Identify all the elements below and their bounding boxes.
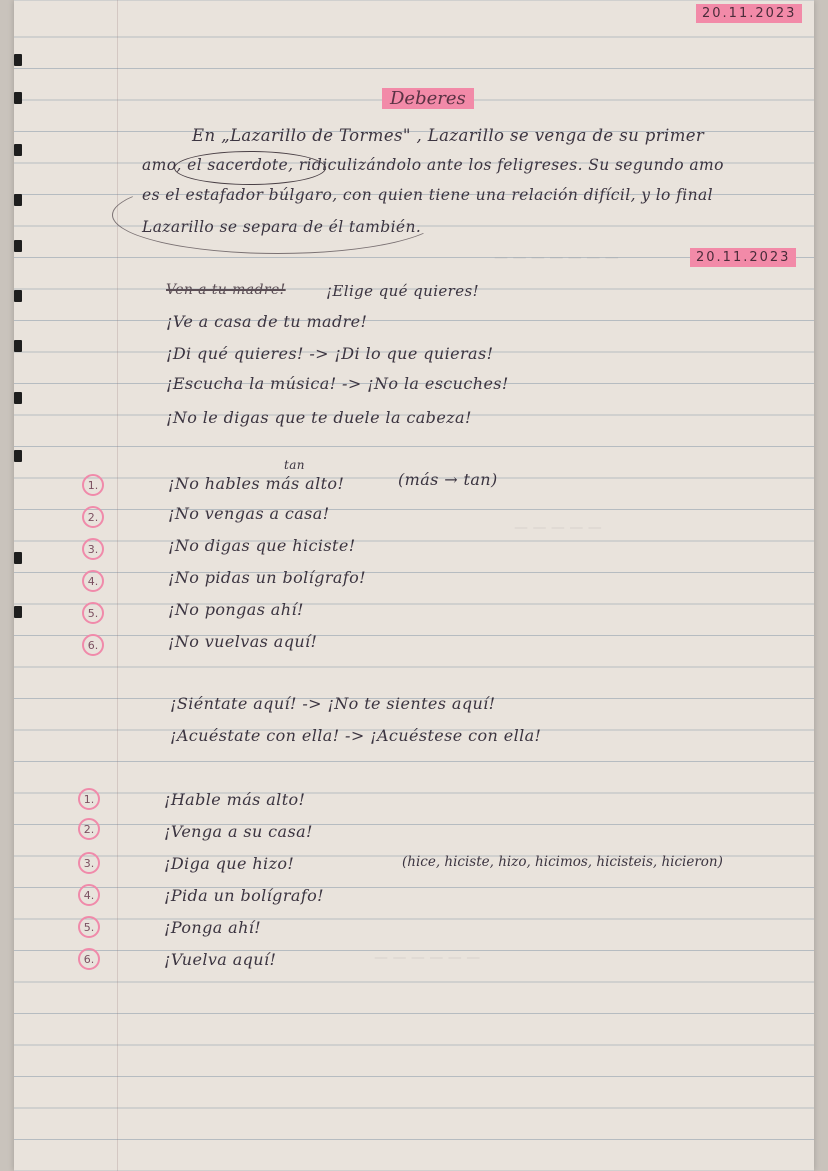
paragraph-line-3: es el estafador búlgaro, con quien tiene una relación difícil, y lo final: [142, 186, 713, 204]
margin-line: [117, 0, 118, 1171]
s2-correction: tan: [284, 458, 305, 472]
s2-item-1: ¡No hables más alto!: [168, 474, 345, 493]
s1-line-3: ¡Di qué quieres! -> ¡Di lo que quieras!: [166, 344, 494, 363]
s4-item-1: ¡Hable más alto!: [164, 790, 306, 809]
struck-phrase: Ven a tu madre!: [166, 282, 286, 298]
spiral-binding: [14, 40, 26, 1140]
item-number-5: 5.: [82, 602, 104, 624]
s2-item-5: ¡No pongas ahí!: [168, 600, 304, 619]
s3-line-1: ¡Siéntate aquí! -> ¡No te sientes aquí!: [170, 694, 496, 713]
page-title: Deberes: [382, 88, 474, 109]
date-highlight-mid: 20.11.2023: [690, 248, 796, 267]
s1-line-4: ¡Escucha la música! -> ¡No la escuches!: [166, 374, 509, 393]
s4-item-6: ¡Vuelva aquí!: [164, 950, 277, 969]
item-number-b5: 5.: [78, 916, 100, 938]
s1-line-2: ¡Ve a casa de tu madre!: [166, 312, 368, 331]
s2-item-3: ¡No digas que hiciste!: [168, 536, 356, 555]
s2-item-6: ¡No vuelvas aquí!: [168, 632, 318, 651]
s4-item-2: ¡Venga a su casa!: [164, 822, 313, 841]
item-number-2: 2.: [82, 506, 104, 528]
s4-item-3: ¡Diga que hizo!: [164, 854, 295, 873]
item-number-3: 3.: [82, 538, 104, 560]
s3-line-2: ¡Acuéstate con ella! -> ¡Acuéstese con ella!: [170, 726, 542, 745]
item-number-b6: 6.: [78, 948, 100, 970]
s2-item-2: ¡No vengas a casa!: [168, 504, 330, 523]
s1-line-5: ¡No le digas que te duele la cabeza!: [166, 408, 472, 427]
item-number-b1: 1.: [78, 788, 100, 810]
item-number-4: 4.: [82, 570, 104, 592]
item-number-b2: 2.: [78, 818, 100, 840]
paragraph-line-1: En „Lazarillo de Tormes" , Lazarillo se venga de su primer: [192, 126, 705, 145]
s4-note: (hice, hiciste, hizo, hicimos, hicisteis, hicieron): [402, 854, 723, 870]
paragraph-line-4: Lazarillo se separa de él también.: [142, 218, 422, 236]
s4-item-4: ¡Pida un bolígrafo!: [164, 886, 324, 905]
s4-item-5: ¡Ponga ahí!: [164, 918, 262, 937]
s2-item-4: ¡No pidas un bolígrafo!: [168, 568, 367, 587]
s2-note: (más → tan): [398, 470, 498, 489]
item-number-6: 6.: [82, 634, 104, 656]
item-number-b3: 3.: [78, 852, 100, 874]
notebook-page: — — — — — — — — — — — — — — — — — — 20.11.2023 Deberes En „Lazarillo de Tormes" , Lazarillo se venga de su primer amo, el sacerdote, ridiculizándolo ante los feligreses. Su segundo amo es el estafador búlgaro, con quien tiene una relación difícil, y lo final Lazarillo se separa de él también. 20.11.2023 Ven a tu madre! ¡Elige qué quieres! ¡Ve a casa de tu madre! ¡Di qué quieres! -> ¡Di lo que quieras! ¡Escucha la música! -> ¡No la escuches! ¡No le digas que te duele la cabeza! 1. ¡No hables más alto! tan (más → tan) 2. ¡No vengas a casa! 3. ¡No digas que hiciste! 4. ¡No pidas un bolígrafo! 5. ¡No pongas ahí! 6. ¡No vuelvas aquí! ¡Siéntate aquí! -> ¡No te sientes aquí! ¡Acuéstate con ella! -> ¡Acuéstese con ella! 1. ¡Hable más alto! 2. ¡Venga a su casa! 3. ¡Diga que hizo! (hice, hiciste, hizo, hicimos, hicisteis, hicieron) 4. ¡Pida un bolígrafo! 5. ¡Ponga ahí! 6. ¡Vuelva aquí!: [14, 0, 814, 1171]
s1-line-1: ¡Elige qué quieres!: [326, 282, 480, 300]
item-number-1: 1.: [82, 474, 104, 496]
paragraph-line-2: amo, el sacerdote, ridiculizándolo ante los feligreses. Su segundo amo: [142, 156, 724, 174]
item-number-b4: 4.: [78, 884, 100, 906]
date-highlight-top: 20.11.2023: [696, 4, 802, 23]
